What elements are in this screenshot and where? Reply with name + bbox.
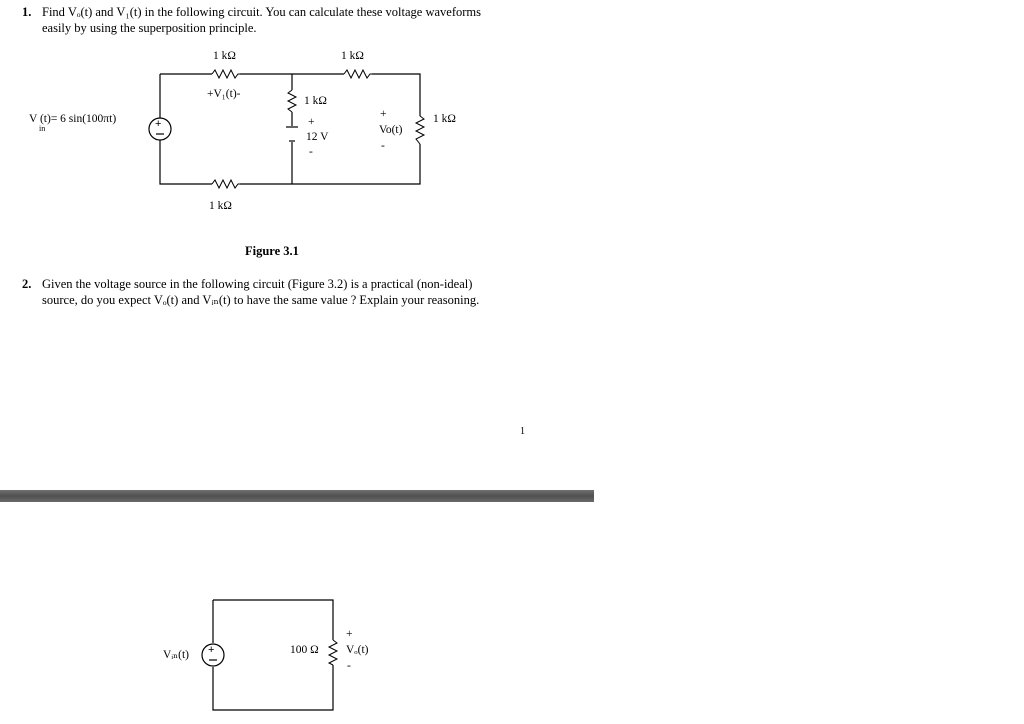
battery-plus-label: + — [308, 116, 315, 128]
ac-source-fig2-plus: + — [208, 644, 215, 656]
battery-value-label: 12 V — [306, 131, 329, 143]
resistor-top-left — [212, 70, 240, 78]
vo-minus-label: - — [381, 140, 385, 152]
resistor-right-label: 1 kΩ — [433, 113, 456, 125]
question-2-text-line2: source, do you expect Vₒ(t) and Vᵢₙ(t) to have the same value ? Explain your reasoning. — [42, 293, 480, 307]
fig2-vo-label: Vₒ(t) — [346, 644, 369, 656]
resistor-fig2 — [329, 640, 337, 665]
vo-label: Vo(t) — [379, 124, 403, 136]
resistor-bottom — [212, 180, 240, 188]
fig2-source-label: Vᵢₙ(t) — [163, 649, 190, 661]
question-1-text-line2: easily by using the superposition principle. — [42, 21, 257, 35]
battery-minus-label: - — [309, 146, 313, 158]
question-2 — [22, 276, 479, 308]
ac-source-plus: + — [155, 118, 162, 130]
page-break-divider — [0, 490, 594, 502]
v1-voltage-label: +V₁(t)- — [207, 88, 241, 100]
resistor-right — [416, 116, 424, 144]
fig2-vo-minus-label: - — [347, 660, 351, 672]
figure-3-1-caption: Figure 3.1 — [245, 244, 299, 258]
ac-source-label-subscript: in — [39, 124, 46, 133]
resistor-middle-label: 1 kΩ — [304, 95, 327, 107]
question-2-number: 2. — [22, 277, 32, 291]
resistor-bottom-label: 1 kΩ — [209, 200, 232, 212]
resistor-top-right — [344, 70, 372, 78]
resistor-middle — [288, 90, 296, 112]
page-number: 1 — [520, 426, 525, 437]
question-1-number: 1. — [22, 5, 32, 19]
vo-plus-label: + — [380, 108, 387, 120]
ac-source-label: V (t)= 6 sin(100πt) — [29, 113, 117, 125]
question-2-text-line1: Given the voltage source in the following circuit (Figure 3.2) is a practical (non-ideal) — [42, 277, 473, 291]
fig2-vo-plus-label: + — [346, 628, 353, 640]
resistor-top-right-label: 1 kΩ — [341, 50, 364, 62]
resistor-top-left-label: 1 kΩ — [213, 50, 236, 62]
question-1-text-line1: Find Vₒ(t) and V₁(t) in the following circuit. You can calculate these voltage waveforms — [42, 5, 481, 19]
fig2-resistor-label: 100 Ω — [290, 644, 319, 656]
